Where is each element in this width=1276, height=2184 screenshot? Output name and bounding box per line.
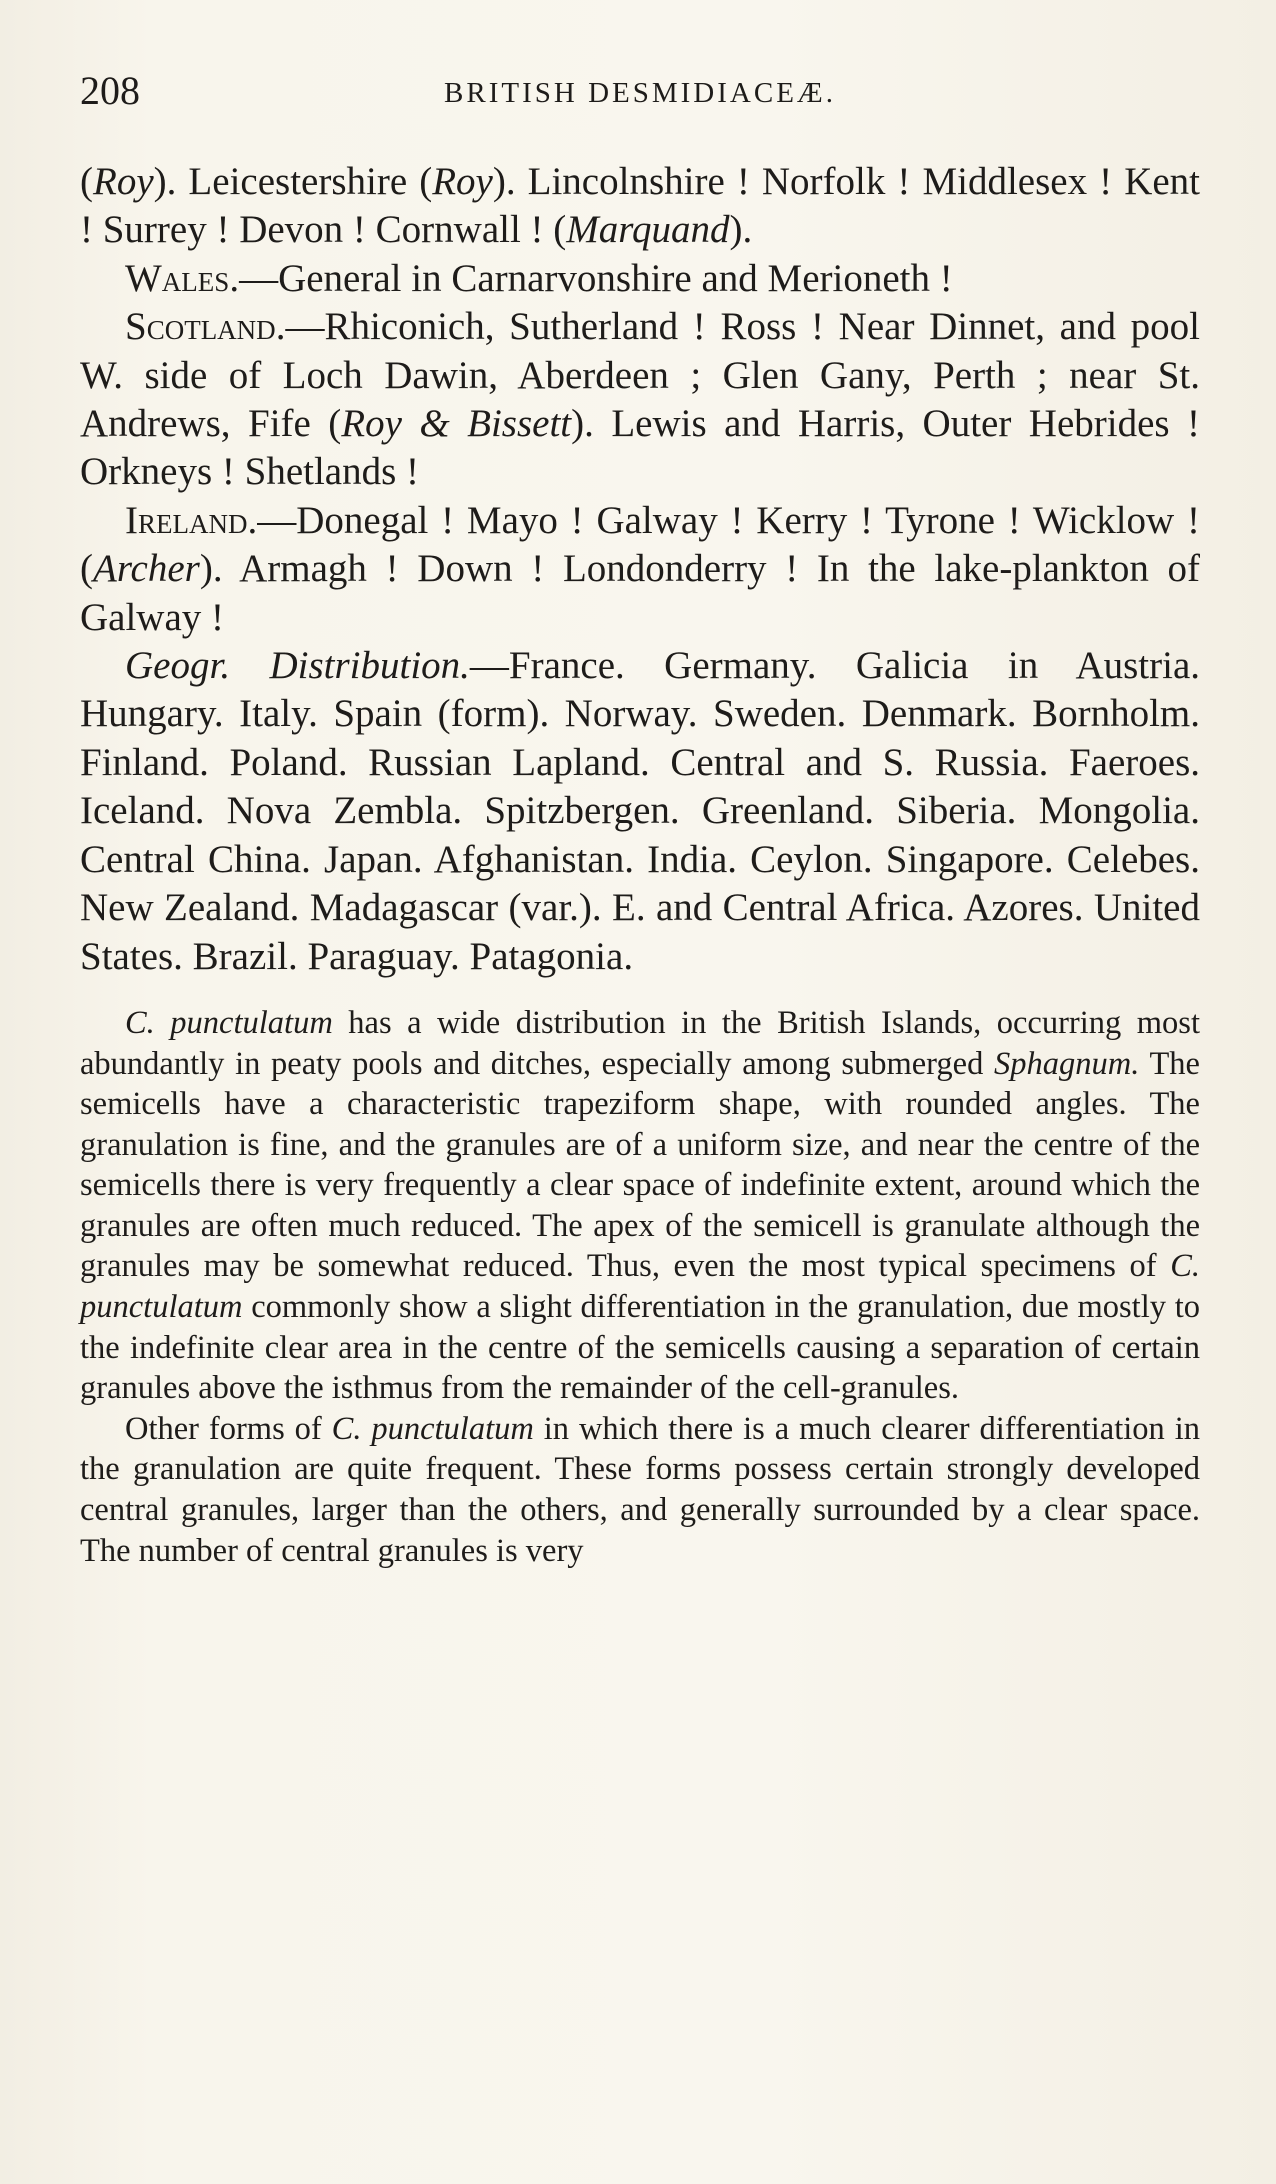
paragraph-ireland bbox=[80, 497, 1200, 642]
page-body bbox=[80, 158, 1200, 1571]
paragraph-wales bbox=[80, 255, 1200, 303]
italic-collector-name: Roy bbox=[432, 160, 493, 203]
text-run: .—Rhiconich, Sutherland ! Ross ! Near Dinnet, and pool W. side of Loch Dawin, Aberdeen ; Glen Gany, Perth ; near St. Andrews, Fife ( bbox=[80, 305, 1200, 446]
italic-collector-name: Marquand bbox=[566, 208, 730, 252]
text-run: .—General in Carnarvonshire and Merioneth ! bbox=[229, 256, 953, 300]
page-header bbox=[80, 66, 1200, 116]
text-run: The semicells have a characteristic trapeziform shape, with rounded angles. The granulation is fine, and the granules are of a uniform size, and near the centre of the semicells there is very frequently a clear space of indefinite extent, around which the granules are often much reduced. The apex of the semicell is granulate although the granules may be somewhat reduced. Thus, even the most typical specimens of bbox=[80, 1045, 1200, 1285]
text-run: ). Leicestershire ( bbox=[153, 160, 433, 203]
italic-genus-name: Sphagnum. bbox=[994, 1045, 1140, 1082]
paragraph-scotland bbox=[80, 303, 1200, 497]
italic-collector-name: Roy & Bissett bbox=[341, 402, 572, 446]
text-run: —France. Germany. Galicia in Austria. Hungary. Italy. Spain (form). Norway. Sweden. Denmark. Bornholm. Finland. Poland. Russian Lapland. Central and S. Russia. Faeroes. Iceland. Nova Zembla. Spitzbergen. Greenland. Siberia. Mongolia. Central China. Japan. Afghanistan. India. Ceylon. Singapore. Celebes. New Zealand. Madagascar (var.). E. and Central Africa. Azores. United States. Brazil. Paraguay. Patagonia. bbox=[80, 644, 1200, 978]
paragraph-geographic-distribution bbox=[80, 642, 1200, 981]
text-run: Other forms of bbox=[125, 1410, 332, 1447]
text-run: ). bbox=[729, 208, 753, 252]
page-number: 208 bbox=[80, 68, 140, 113]
italic-collector-name: Roy bbox=[93, 160, 154, 203]
region-label-wales: Wales bbox=[125, 256, 230, 300]
text-run: has a wide distribution in the British Islands, occurring most abundantly in peaty pools and ditches, especially among submerged bbox=[80, 1004, 1200, 1082]
italic-species-name: C. punctulatum bbox=[125, 1004, 333, 1041]
running-title: BRITISH DESMIDIACEÆ. bbox=[444, 77, 836, 109]
italic-collector-name: Archer bbox=[93, 547, 200, 591]
text-run: in which there is a much clearer differentiation in the granulation are quite frequent. These forms possess certain strongly developed central granules, larger than the others, and generally surrounded by a clear space. The number of central granules is very bbox=[80, 1410, 1200, 1569]
section-gap bbox=[80, 981, 1200, 1003]
italic-species-name: C. punctulatum bbox=[331, 1410, 534, 1447]
paragraph-description bbox=[80, 1003, 1200, 1409]
paragraph-other-forms bbox=[80, 1409, 1200, 1571]
text-run: ). Lewis and Harris, Outer Hebrides ! Orkneys ! Shetlands ! bbox=[80, 402, 1201, 494]
text-run: ). Lincolnshire ! Norfolk ! Middlesex ! Kent ! Surrey ! Devon ! Cornwall ! ( bbox=[80, 160, 1201, 252]
text-run: ). Armagh ! Down ! Londonderry ! In the lake-plankton of Galway ! bbox=[80, 547, 1200, 639]
paragraph-england-localities bbox=[80, 158, 1200, 255]
region-label-ireland: Ireland bbox=[125, 498, 248, 542]
text-run: .—Donegal ! Mayo ! Galway ! Kerry ! Tyrone ! Wicklow ! ( bbox=[80, 498, 1200, 591]
distribution-label: Geogr. Distribution. bbox=[125, 644, 470, 688]
text-run: ( bbox=[80, 160, 93, 203]
region-label-scotland: Scotland bbox=[125, 305, 276, 349]
text-run: commonly show a slight differentiation in the granulation, due mostly to the indefinite clear area in the centre of the semicells causing a separation of certain granules above the isthmus from the remainder of the cell-granules. bbox=[80, 1289, 1200, 1407]
italic-species-name: C. punctulatum bbox=[80, 1248, 1200, 1326]
